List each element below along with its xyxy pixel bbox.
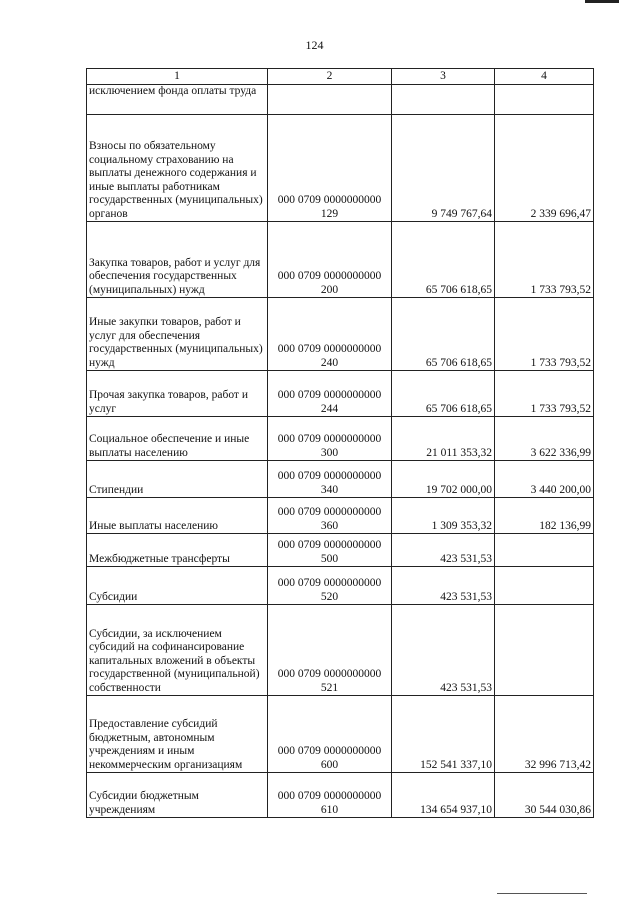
- row-value-4: [495, 85, 594, 115]
- column-header: 3: [392, 69, 495, 85]
- row-value-4: 182 136,99: [495, 498, 594, 534]
- row-code: 000 0709 0000000000 200: [268, 222, 392, 298]
- table-row: [87, 222, 594, 298]
- row-code: 000 0709 0000000000 300: [268, 417, 392, 461]
- row-value-3: 423 531,53: [392, 567, 495, 605]
- row-value-3: 423 531,53: [392, 534, 495, 567]
- table-header-row: [87, 69, 594, 85]
- table-row: [87, 85, 594, 115]
- row-name: Субсидии, за исключением субсидий на софинансирование капитальных вложений в объекты государственной (муниципальной) собственности: [87, 605, 268, 696]
- row-value-3: 65 706 618,65: [392, 371, 495, 417]
- row-value-4: [495, 534, 594, 567]
- row-value-3: 65 706 618,65: [392, 222, 495, 298]
- row-code: 000 0709 0000000000 521: [268, 605, 392, 696]
- column-header: 2: [268, 69, 392, 85]
- row-value-3: 152 541 337,10: [392, 696, 495, 773]
- row-value-4: 30 544 030,86: [495, 773, 594, 818]
- row-code: 000 0709 0000000000 340: [268, 461, 392, 498]
- row-code: 000 0709 0000000000 360: [268, 498, 392, 534]
- row-name: Предоставление субсидий бюджетным, автономным учреждениям и иным некоммерческим организациям: [87, 696, 268, 773]
- row-code: 000 0709 0000000000 520: [268, 567, 392, 605]
- row-value-4: 2 339 696,47: [495, 115, 594, 222]
- table-row: [87, 417, 594, 461]
- row-code: [268, 85, 392, 115]
- table-row: [87, 115, 594, 222]
- row-code: 000 0709 0000000000 240: [268, 298, 392, 371]
- row-value-3: 423 531,53: [392, 605, 495, 696]
- column-header: 1: [87, 69, 268, 85]
- row-name: Иные закупки товаров, работ и услуг для обеспечения государственных (муниципальных) нужд: [87, 298, 268, 371]
- footer-rule: [497, 893, 587, 894]
- row-code: 000 0709 0000000000 610: [268, 773, 392, 818]
- table-row: [87, 773, 594, 818]
- budget-table: [86, 68, 594, 818]
- row-name: исключением фонда оплаты труда: [87, 85, 268, 115]
- table-row: [87, 461, 594, 498]
- row-name: Взносы по обязательному социальному страхованию на выплаты денежного содержания и иные выплаты работникам государственных (муниципальных) органов: [87, 115, 268, 222]
- row-name: Стипендии: [87, 461, 268, 498]
- column-header: 4: [495, 69, 594, 85]
- row-code: 000 0709 0000000000 600: [268, 696, 392, 773]
- row-value-3: 1 309 353,32: [392, 498, 495, 534]
- row-value-4: [495, 567, 594, 605]
- row-value-4: 3 622 336,99: [495, 417, 594, 461]
- corner-mark: [585, 0, 619, 3]
- row-name: Субсидии: [87, 567, 268, 605]
- row-value-3: 65 706 618,65: [392, 298, 495, 371]
- table-row: [87, 567, 594, 605]
- row-value-4: [495, 605, 594, 696]
- row-value-4: 3 440 200,00: [495, 461, 594, 498]
- row-value-3: 19 702 000,00: [392, 461, 495, 498]
- table-row: [87, 298, 594, 371]
- row-value-3: 9 749 767,64: [392, 115, 495, 222]
- row-name: Межбюджетные трансферты: [87, 534, 268, 567]
- row-value-3: 134 654 937,10: [392, 773, 495, 818]
- page-number: 124: [305, 38, 324, 52]
- row-value-4: 1 733 793,52: [495, 371, 594, 417]
- row-name: Социальное обеспечение и иные выплаты населению: [87, 417, 268, 461]
- row-code: 000 0709 0000000000 500: [268, 534, 392, 567]
- row-value-4: 1 733 793,52: [495, 222, 594, 298]
- table-row: [87, 498, 594, 534]
- row-value-4: 1 733 793,52: [495, 298, 594, 371]
- row-code: 000 0709 0000000000 244: [268, 371, 392, 417]
- table-row: [87, 534, 594, 567]
- row-name: Прочая закупка товаров, работ и услуг: [87, 371, 268, 417]
- row-value-3: 21 011 353,32: [392, 417, 495, 461]
- row-value-3: [392, 85, 495, 115]
- table-row: [87, 696, 594, 773]
- row-value-4: 32 996 713,42: [495, 696, 594, 773]
- row-name: Субсидии бюджетным учреждениям: [87, 773, 268, 818]
- table-row: [87, 605, 594, 696]
- row-name: Иные выплаты населению: [87, 498, 268, 534]
- table-row: [87, 371, 594, 417]
- row-code: 000 0709 0000000000 129: [268, 115, 392, 222]
- row-name: Закупка товаров, работ и услуг для обеспечения государственных (муниципальных) нужд: [87, 222, 268, 298]
